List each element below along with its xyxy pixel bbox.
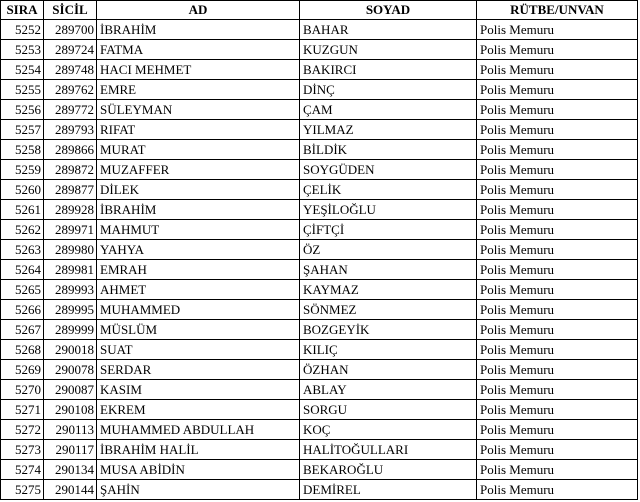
cell-soyad: YILMAZ: [300, 120, 477, 140]
header-row: [1, 1, 638, 20]
cell-ad: MUZAFFER: [97, 160, 300, 180]
table-row: [1, 320, 638, 340]
cell-ad: RIFAT: [97, 120, 300, 140]
cell-ad: EKREM: [97, 400, 300, 420]
cell-rutbe: Polis Memuru: [477, 80, 638, 100]
cell-ad: İBRAHİM: [97, 200, 300, 220]
cell-sira: 5252: [1, 20, 44, 40]
cell-sicil: 289928: [44, 200, 97, 220]
header-ad: AD: [97, 1, 300, 20]
cell-soyad: ABLAY: [300, 380, 477, 400]
cell-sira: 5270: [1, 380, 44, 400]
cell-sira: 5269: [1, 360, 44, 380]
cell-ad: AHMET: [97, 280, 300, 300]
cell-rutbe: Polis Memuru: [477, 20, 638, 40]
cell-soyad: HALİTOĞULLARI: [300, 440, 477, 460]
cell-sira: 5271: [1, 400, 44, 420]
cell-ad: DİLEK: [97, 180, 300, 200]
cell-ad: FATMA: [97, 40, 300, 60]
cell-ad: EMRE: [97, 80, 300, 100]
table-row: [1, 360, 638, 380]
table-row: [1, 380, 638, 400]
cell-ad: İBRAHİM HALİL: [97, 440, 300, 460]
table-row: [1, 480, 638, 500]
cell-rutbe: Polis Memuru: [477, 100, 638, 120]
cell-sira: 5267: [1, 320, 44, 340]
cell-ad: SÜLEYMAN: [97, 100, 300, 120]
cell-rutbe: Polis Memuru: [477, 320, 638, 340]
cell-rutbe: Polis Memuru: [477, 340, 638, 360]
table-row: [1, 460, 638, 480]
cell-soyad: BOZGEYİK: [300, 320, 477, 340]
cell-rutbe: Polis Memuru: [477, 440, 638, 460]
table-row: [1, 280, 638, 300]
cell-sira: 5264: [1, 260, 44, 280]
cell-soyad: BEKAROĞLU: [300, 460, 477, 480]
cell-sicil: 289700: [44, 20, 97, 40]
cell-sicil: 289993: [44, 280, 97, 300]
cell-sira: 5273: [1, 440, 44, 460]
cell-soyad: SOYGÜDEN: [300, 160, 477, 180]
cell-rutbe: Polis Memuru: [477, 40, 638, 60]
table-row: [1, 440, 638, 460]
cell-sira: 5266: [1, 300, 44, 320]
table-row: [1, 40, 638, 60]
cell-rutbe: Polis Memuru: [477, 380, 638, 400]
header-sira: SIRA: [1, 1, 44, 20]
cell-soyad: ÇİFTÇİ: [300, 220, 477, 240]
cell-rutbe: Polis Memuru: [477, 60, 638, 80]
table-row: [1, 20, 638, 40]
cell-rutbe: Polis Memuru: [477, 300, 638, 320]
cell-rutbe: Polis Memuru: [477, 140, 638, 160]
cell-soyad: KUZGUN: [300, 40, 477, 60]
table-row: [1, 400, 638, 420]
cell-sicil: 290087: [44, 380, 97, 400]
cell-soyad: BAKIRCI: [300, 60, 477, 80]
cell-sicil: 289981: [44, 260, 97, 280]
cell-soyad: ÖZ: [300, 240, 477, 260]
cell-sicil: 290018: [44, 340, 97, 360]
cell-sira: 5257: [1, 120, 44, 140]
cell-ad: MAHMUT: [97, 220, 300, 240]
cell-sira: 5272: [1, 420, 44, 440]
cell-sira: 5254: [1, 60, 44, 80]
cell-soyad: ÇELİK: [300, 180, 477, 200]
cell-rutbe: Polis Memuru: [477, 220, 638, 240]
cell-sicil: 289748: [44, 60, 97, 80]
cell-ad: MURAT: [97, 140, 300, 160]
cell-rutbe: Polis Memuru: [477, 280, 638, 300]
cell-ad: İBRAHİM: [97, 20, 300, 40]
cell-rutbe: Polis Memuru: [477, 480, 638, 500]
cell-sira: 5256: [1, 100, 44, 120]
table-row: [1, 120, 638, 140]
cell-sicil: 290117: [44, 440, 97, 460]
cell-sicil: 290078: [44, 360, 97, 380]
cell-sira: 5260: [1, 180, 44, 200]
cell-rutbe: Polis Memuru: [477, 160, 638, 180]
cell-ad: SERDAR: [97, 360, 300, 380]
cell-sicil: 290134: [44, 460, 97, 480]
cell-sicil: 289793: [44, 120, 97, 140]
cell-sicil: 289995: [44, 300, 97, 320]
cell-rutbe: Polis Memuru: [477, 240, 638, 260]
table-row: [1, 420, 638, 440]
cell-ad: EMRAH: [97, 260, 300, 280]
cell-soyad: DİNÇ: [300, 80, 477, 100]
cell-ad: MUHAMMED: [97, 300, 300, 320]
cell-sicil: 289877: [44, 180, 97, 200]
cell-soyad: ŞAHAN: [300, 260, 477, 280]
table-row: [1, 240, 638, 260]
table-row: [1, 100, 638, 120]
cell-sira: 5263: [1, 240, 44, 260]
cell-ad: MÜSLÜM: [97, 320, 300, 340]
header-rutbe: RÜTBE/UNVAN: [477, 1, 638, 20]
cell-sicil: 289772: [44, 100, 97, 120]
table-row: [1, 300, 638, 320]
cell-sira: 5258: [1, 140, 44, 160]
cell-rutbe: Polis Memuru: [477, 360, 638, 380]
cell-sira: 5255: [1, 80, 44, 100]
cell-soyad: BİLDİK: [300, 140, 477, 160]
cell-rutbe: Polis Memuru: [477, 180, 638, 200]
cell-soyad: YEŞİLOĞLU: [300, 200, 477, 220]
cell-sicil: 289980: [44, 240, 97, 260]
cell-sicil: 290144: [44, 480, 97, 500]
cell-ad: YAHYA: [97, 240, 300, 260]
cell-sicil: 290108: [44, 400, 97, 420]
cell-soyad: ÇAM: [300, 100, 477, 120]
cell-ad: KASIM: [97, 380, 300, 400]
cell-sicil: 289762: [44, 80, 97, 100]
table-row: [1, 60, 638, 80]
cell-rutbe: Polis Memuru: [477, 200, 638, 220]
cell-ad: MUHAMMED ABDULLAH: [97, 420, 300, 440]
cell-sicil: 289866: [44, 140, 97, 160]
table-row: [1, 260, 638, 280]
cell-soyad: SÖNMEZ: [300, 300, 477, 320]
cell-rutbe: Polis Memuru: [477, 420, 638, 440]
cell-soyad: KOÇ: [300, 420, 477, 440]
table-row: [1, 80, 638, 100]
cell-ad: MUSA ABİDİN: [97, 460, 300, 480]
cell-sira: 5259: [1, 160, 44, 180]
cell-ad: SUAT: [97, 340, 300, 360]
table-row: [1, 160, 638, 180]
cell-sira: 5261: [1, 200, 44, 220]
cell-sicil: 290113: [44, 420, 97, 440]
cell-sira: 5275: [1, 480, 44, 500]
cell-soyad: DEMİREL: [300, 480, 477, 500]
cell-sicil: 289999: [44, 320, 97, 340]
table-row: [1, 220, 638, 240]
cell-rutbe: Polis Memuru: [477, 400, 638, 420]
cell-sicil: 289971: [44, 220, 97, 240]
cell-soyad: BAHAR: [300, 20, 477, 40]
cell-sira: 5262: [1, 220, 44, 240]
cell-soyad: SORGU: [300, 400, 477, 420]
table-row: [1, 180, 638, 200]
cell-ad: ŞAHİN: [97, 480, 300, 500]
header-sicil: SİCİL: [44, 1, 97, 20]
table-row: [1, 200, 638, 220]
cell-sira: 5265: [1, 280, 44, 300]
cell-sicil: 289872: [44, 160, 97, 180]
cell-rutbe: Polis Memuru: [477, 260, 638, 280]
cell-rutbe: Polis Memuru: [477, 120, 638, 140]
cell-sira: 5274: [1, 460, 44, 480]
cell-soyad: ÖZHAN: [300, 360, 477, 380]
cell-soyad: KAYMAZ: [300, 280, 477, 300]
cell-sira: 5268: [1, 340, 44, 360]
header-soyad: SOYAD: [300, 1, 477, 20]
cell-soyad: KILIÇ: [300, 340, 477, 360]
cell-sira: 5253: [1, 40, 44, 60]
table-row: [1, 140, 638, 160]
cell-rutbe: Polis Memuru: [477, 460, 638, 480]
cell-ad: HACI MEHMET: [97, 60, 300, 80]
table-row: [1, 340, 638, 360]
cell-sicil: 289724: [44, 40, 97, 60]
